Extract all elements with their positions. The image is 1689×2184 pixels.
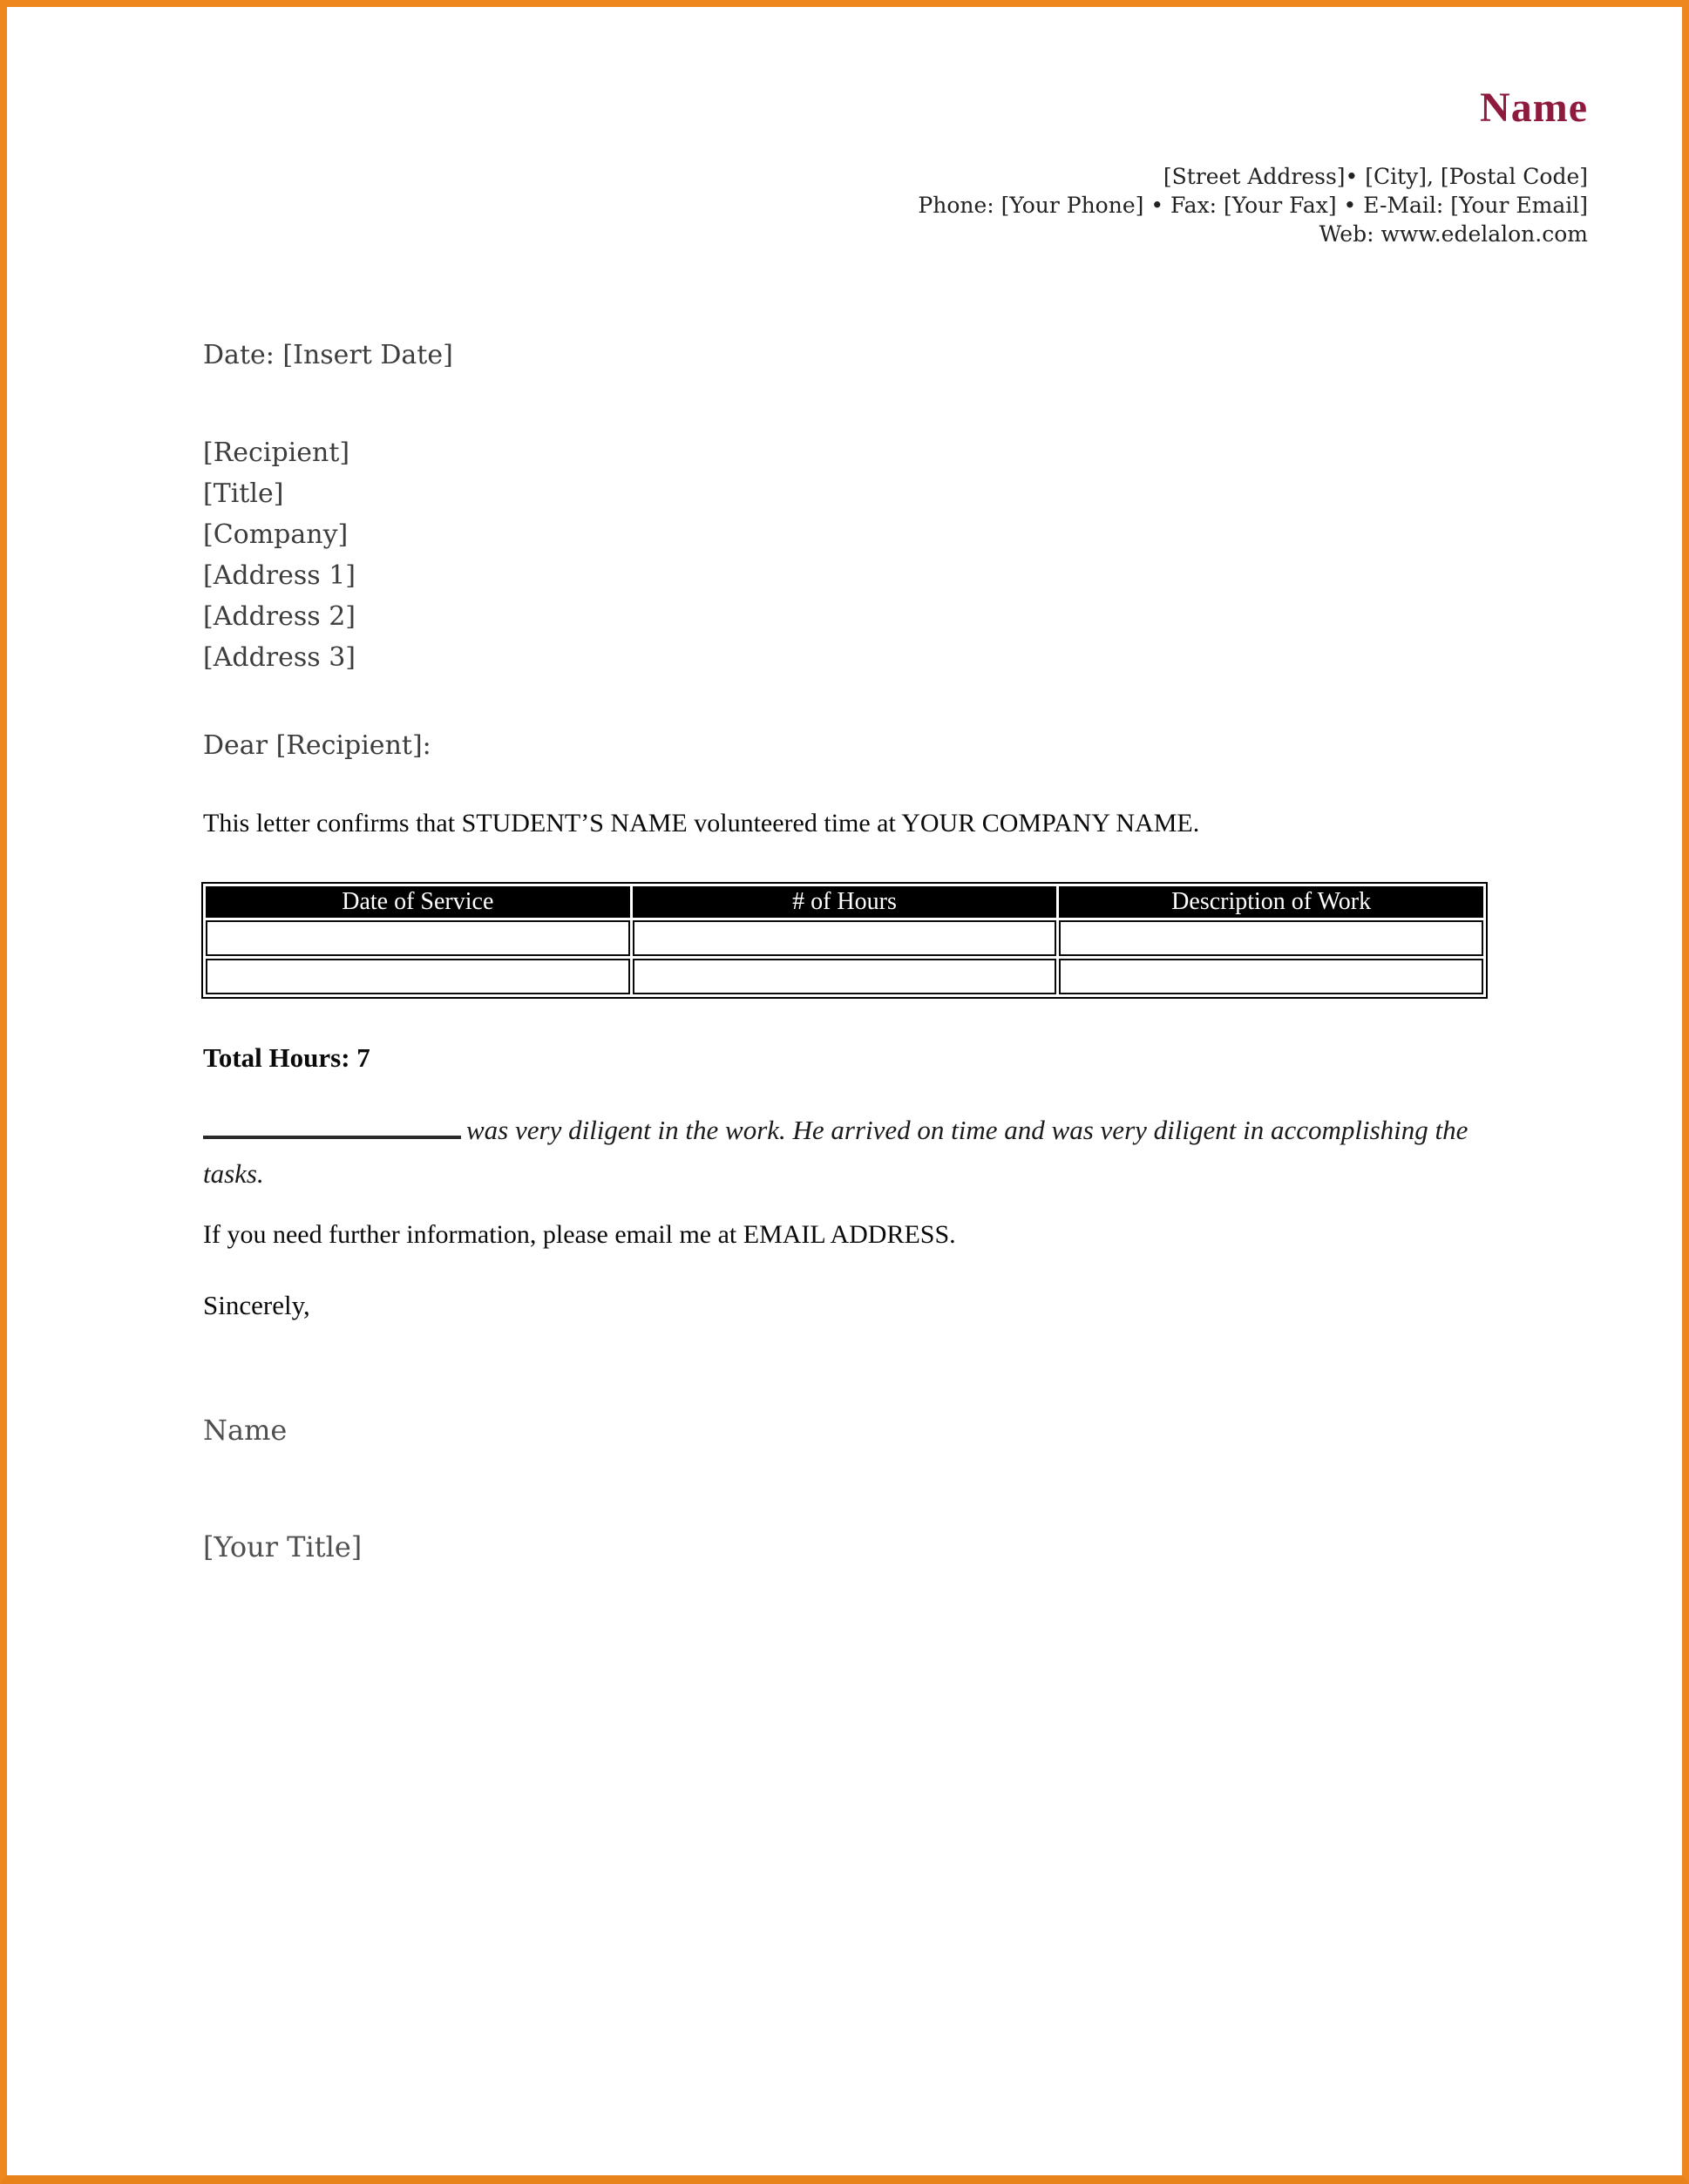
cell-description [1059, 920, 1483, 956]
student-name-blank-underline [203, 1116, 461, 1139]
recipient-block [203, 432, 356, 678]
recipient-address3-line: [Address 3] [203, 642, 356, 673]
confirmation-sentence: This letter confirms that STUDENT’S NAME volunteered time at YOUR COMPANY NAME. [203, 809, 1200, 838]
letterhead-web-line: Web: www.edelalon.com [1319, 221, 1588, 247]
table-row [206, 920, 1483, 956]
cell-num-hours [633, 920, 1057, 956]
further-info-sentence: If you need further information, please email me at EMAIL ADDRESS. [203, 1220, 956, 1249]
total-hours-label: Total Hours: [203, 1042, 350, 1073]
signature-name: Name [203, 1414, 288, 1447]
total-hours-line [203, 1042, 370, 1074]
letterhead-address-line: [Street Address]• [City], [Postal Code] [1163, 164, 1588, 189]
diligence-text: was very diligent in the work. He arrived on time and was very diligent in accomplishing the tasks. [203, 1115, 1469, 1189]
diligence-paragraph [203, 1109, 1477, 1196]
recipient-title-line: [Title] [203, 478, 284, 509]
total-hours-value: 7 [356, 1042, 370, 1073]
signature-title: [Your Title] [203, 1530, 363, 1563]
cell-num-hours [633, 959, 1057, 994]
column-header-num-hours: # of Hours [633, 886, 1057, 918]
table-header-row [206, 886, 1483, 918]
recipient-company-line: [Company] [203, 519, 349, 550]
column-header-description: Description of Work [1059, 886, 1483, 918]
recipient-address1-line: [Address 1] [203, 560, 356, 591]
recipient-address2-line: [Address 2] [203, 601, 356, 632]
letterhead-phone-line: Phone: [Your Phone] • Fax: [Your Fax] • E-Mail: [Your Email] [918, 193, 1588, 218]
cell-date-of-service [206, 959, 630, 994]
cell-description [1059, 959, 1483, 994]
table-row [206, 959, 1483, 994]
letterhead-contact-block [918, 162, 1588, 248]
closing-line: Sincerely, [203, 1290, 310, 1320]
letterhead-name: Name [1480, 85, 1588, 131]
recipient-name-line: [Recipient] [203, 437, 350, 468]
service-table [201, 882, 1488, 999]
salutation: Dear [Recipient]: [203, 730, 431, 761]
column-header-date-of-service: Date of Service [206, 886, 630, 918]
cell-date-of-service [206, 920, 630, 956]
date-line: Date: [Insert Date] [203, 340, 453, 370]
